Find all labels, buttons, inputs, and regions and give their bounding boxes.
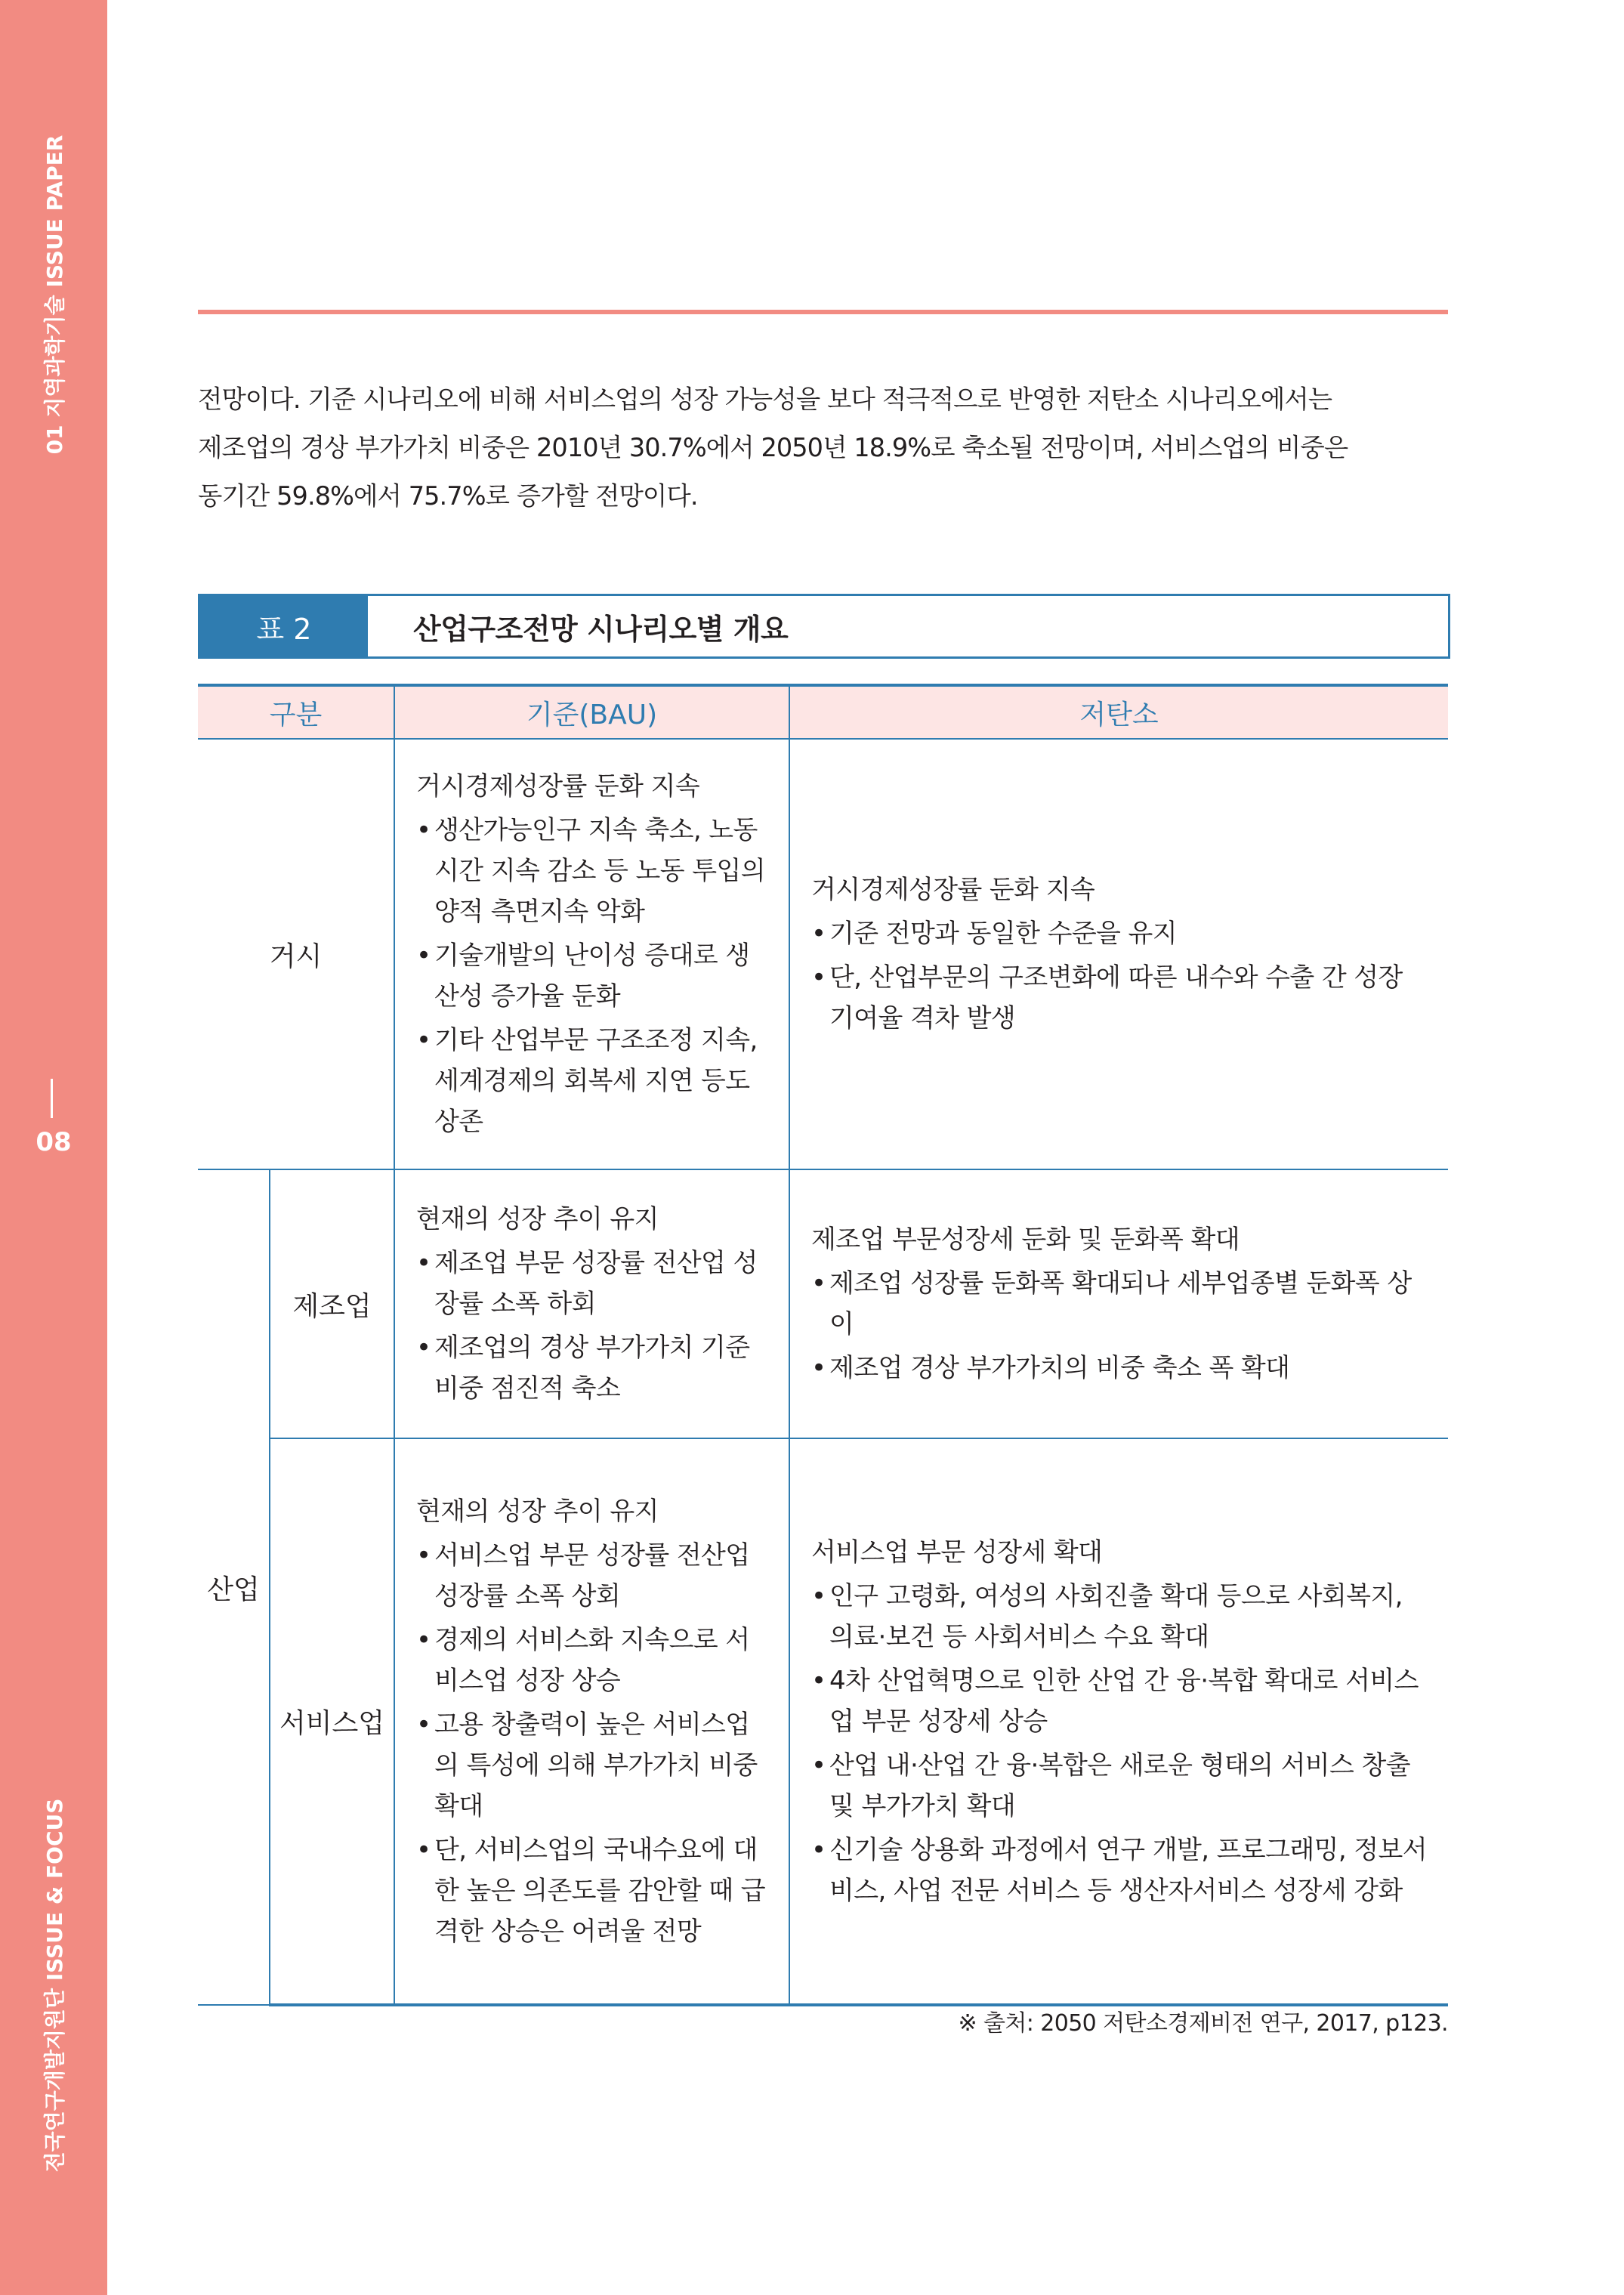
bullet-item: • 경제의 서비스화 지속으로 서비스업 성장 상승 [416,1620,769,1701]
cell-manufacturing-bau [394,1169,789,1438]
intro-line: 동기간 59.8%에서 75.7%로 증가할 전망이다. [198,481,698,511]
row-label-industry: 산업 [198,1169,270,2005]
bullet-item: • 단, 산업부문의 구조변화에 따른 내수와 수출 간 성장 기여율 격차 발생 [811,957,1428,1039]
cell-macro-bau [394,739,789,1169]
sidebar [0,0,107,2295]
bullet-item: • 제조업 성장률 둔화폭 확대되나 세부업종별 둔화폭 상이 [811,1263,1428,1345]
header-rule [198,310,1448,314]
intro-line: 전망이다. 기준 시나리오에 비해 서비스업의 성장 가능성을 보다 적극적으로 반영한 저탄소 시나리오에서는 [198,385,1332,414]
header-low-carbon: 저탄소 [789,685,1448,739]
bullet-item: • 제조업 경상 부가가치의 비중 축소 폭 확대 [811,1348,1428,1388]
header-category: 구분 [198,685,394,739]
bullet-item: • 4차 산업혁명으로 인한 산업 간 융·복합 확대로 서비스업 부문 성장세 상승 [811,1660,1428,1742]
scenario-table [198,684,1448,2006]
sidebar-publication-title: 전국연구개발지원단 ISSUE & FOCUS [42,1798,67,2173]
bullet-item: • 제조업의 경상 부가가치 기준 비중 점진적 축소 [416,1327,769,1409]
intro-paragraph [198,375,1452,520]
table-row-manufacturing [198,1169,1448,1438]
row-label-manufacturing: 제조업 [270,1169,394,1438]
table-title: 산업구조전망 시나리오별 개요 [413,612,789,646]
header-bau: 기준(BAU) [394,685,789,739]
bullet-item: • 단, 서비스업의 국내수요에 대한 높은 의존도를 감안할 때 급격한 상승은 어려울 전망 [416,1830,769,1952]
bullet-item: • 서비스업 부문 성장률 전산업 성장률 소폭 상회 [416,1535,769,1617]
bullet-item: • 기타 산업부문 구조조정 지속, 세계경제의 회복세 지연 등도 상존 [416,1020,769,1142]
bullet-item: • 고용 창출력이 높은 서비스업의 특성에 의해 부가가치 비중 확대 [416,1704,769,1827]
row-label-macro: 거시 [198,739,394,1169]
cell-heading: 현재의 성장 추이 유지 [416,1496,659,1527]
bullet-list [811,1263,1428,1388]
cell-manufacturing-low-carbon [789,1169,1448,1438]
sidebar-divider [51,1079,53,1118]
cell-macro-low-carbon [789,739,1448,1169]
bullet-list [416,1243,769,1409]
bullet-item: • 제조업 부문 성장률 전산업 성장률 소폭 하회 [416,1243,769,1324]
cell-services-bau [394,1438,789,2005]
cell-services-low-carbon [789,1438,1448,2005]
bullet-item: • 기준 전망과 동일한 수준을 유지 [811,913,1428,954]
bullet-list [416,1535,769,1952]
table-header-row [198,685,1448,739]
cell-heading: 서비스업 부문 성장세 확대 [811,1537,1103,1568]
bullet-item: • 신기술 상용화 과정에서 연구 개발, 프로그래밍, 정보서비스, 사업 전문 서비스 등 생산자서비스 성장세 강화 [811,1830,1428,1911]
bullet-item: • 기술개발의 난이성 증대로 생산성 증가율 둔화 [416,935,769,1017]
bullet-list [811,1576,1428,1911]
cell-heading: 제조업 부문성장세 둔화 및 둔화폭 확대 [811,1225,1240,1255]
bullet-item: • 생산가능인구 지속 축소, 노동시간 지속 감소 등 노동 투입의 양적 측면지속 악화 [416,810,769,932]
cell-heading: 거시경제성장률 둔화 지속 [416,771,700,802]
sidebar-series-title: 01 지역과학기술 ISSUE PAPER [42,134,67,455]
bullet-list [416,810,769,1142]
page-number: 08 [36,1127,72,1157]
table-caption [198,594,1450,659]
table-source-note: ※ 출처: 2050 저탄소경제비전 연구, 2017, p123. [958,2010,1448,2037]
row-label-services: 서비스업 [270,1438,394,2005]
table-number: 표 2 [200,596,368,656]
table-row-macro [198,739,1448,1169]
bullet-item: • 인구 고령화, 여성의 사회진출 확대 등으로 사회복지, 의료·보건 등 사회서비스 수요 확대 [811,1576,1428,1657]
bullet-item: • 산업 내·산업 간 융·복합은 새로운 형태의 서비스 창출 및 부가가치 확대 [811,1745,1428,1827]
table-row-services [198,1438,1448,2005]
bullet-list [811,913,1428,1039]
cell-heading: 거시경제성장률 둔화 지속 [811,875,1095,905]
intro-line: 제조업의 경상 부가가치 비중은 2010년 30.7%에서 2050년 18.9%로 축소될 전망이며, 서비스업의 비중은 [198,433,1348,462]
cell-heading: 현재의 성장 추이 유지 [416,1204,659,1234]
